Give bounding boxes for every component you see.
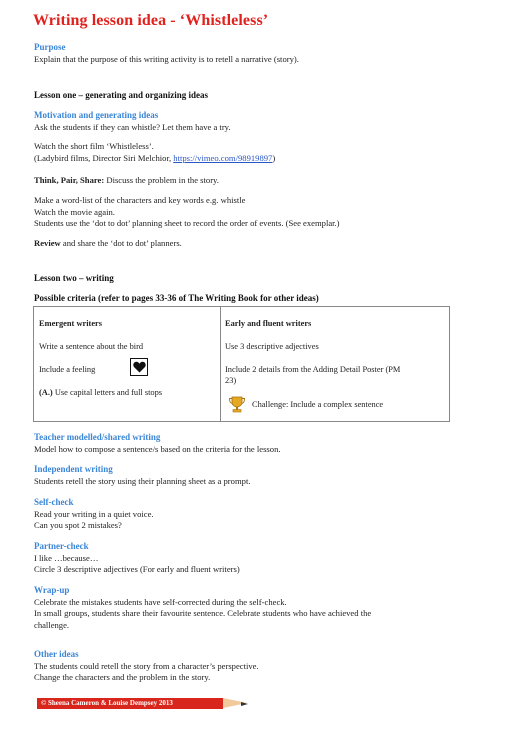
criteria-table xyxy=(33,306,450,422)
fluent-challenge: Challenge: Include a complex sentence xyxy=(252,400,384,409)
lesson-two-heading: Lesson two – writing xyxy=(34,273,114,283)
partner-section xyxy=(34,541,240,576)
vimeo-link[interactable]: https://vimeo.com/98919897 xyxy=(173,152,273,163)
step-item: Watch the movie again. xyxy=(34,206,115,217)
independent-heading: Independent writing xyxy=(34,464,113,474)
steps-list xyxy=(34,195,340,230)
motivation-section xyxy=(34,110,231,133)
film-credit xyxy=(34,153,275,165)
emergent-item: Write a sentence about the bird xyxy=(39,342,144,351)
independent-section xyxy=(34,464,250,487)
teacher-text: Model how to compose a sentence/s based on the criteria for the lesson. xyxy=(34,443,281,454)
purpose-text: Explain that the purpose of this writing activity is to retell a narrative (story). xyxy=(34,53,299,64)
credit-suffix: ) xyxy=(272,152,276,163)
fluent-item: Include 2 details from the Adding Detail Poster (PM xyxy=(225,365,401,374)
independent-text: Students retell the story using their planning sheet as a prompt. xyxy=(34,475,251,486)
selfcheck-section xyxy=(34,497,154,532)
purpose-section xyxy=(34,42,299,65)
wrapup-section xyxy=(34,585,371,631)
step-item: Students use the ‘dot to dot’ planning sheet to record the order of events. (See exemplar.) xyxy=(34,218,340,229)
wrapup-line: Celebrate the mistakes students have self-corrected during the self-check. xyxy=(34,596,287,607)
fluent-heading: Early and fluent writers xyxy=(225,319,312,328)
selfcheck-heading: Self-check xyxy=(34,497,74,507)
partner-line: Circle 3 descriptive adjectives (For early and fluent writers) xyxy=(34,564,240,575)
footer-pencil-banner xyxy=(37,698,227,710)
selfcheck-line: Can you spot 2 mistakes? xyxy=(34,520,122,531)
emergent-cell xyxy=(34,307,221,422)
other-ideas-section xyxy=(34,649,259,684)
review-label: Review xyxy=(34,238,61,248)
heart-icon-graphic xyxy=(133,361,146,373)
copyright-text: © Sheena Cameron & Louise Dempsey 2013 xyxy=(37,698,223,709)
emergent-item-prefix: (A.) xyxy=(39,388,53,397)
trophy-icon-graphic xyxy=(228,395,246,413)
think-pair-share xyxy=(34,175,219,187)
page-title: Writing lesson idea - ‘Whistleless’ xyxy=(33,12,269,29)
credit-prefix: (Ladybird films, Director Siri Melchior, xyxy=(34,152,172,163)
fluent-cell xyxy=(221,307,450,422)
heart-icon xyxy=(130,358,148,376)
tps-label: Think, Pair, Share: xyxy=(34,175,105,185)
wrapup-line: In small groups, students share their favourite sentence. Celebrate students who have achieved the xyxy=(34,608,372,619)
motivation-text: Ask the students if they can whistle? Let them have a try. xyxy=(34,121,231,132)
emergent-heading: Emergent writers xyxy=(39,319,103,328)
partner-heading: Partner-check xyxy=(34,541,89,551)
other-ideas-heading: Other ideas xyxy=(34,649,79,659)
motivation-heading: Motivation and generating ideas xyxy=(34,110,159,120)
watch-section xyxy=(34,141,275,164)
review-text: and share the ‘dot to dot’ planners. xyxy=(62,238,182,248)
teacher-heading: Teacher modelled/shared writing xyxy=(34,432,161,442)
fluent-item: 23) xyxy=(225,376,237,385)
wrapup-heading: Wrap-up xyxy=(34,585,70,595)
other-ideas-line: Change the characters and the problem in the story. xyxy=(34,672,211,683)
purpose-heading: Purpose xyxy=(34,42,66,52)
teacher-section xyxy=(34,432,281,455)
wrapup-line: challenge. xyxy=(34,619,70,630)
trophy-icon xyxy=(228,395,246,413)
selfcheck-line: Read your writing in a quiet voice. xyxy=(34,508,154,519)
criteria-heading: Possible criteria (refer to pages 33-36 of The Writing Book for other ideas) xyxy=(34,293,319,303)
fluent-item: Use 3 descriptive adjectives xyxy=(225,342,319,351)
pencil-lead-icon xyxy=(241,702,248,706)
other-ideas-line: The students could retell the story from a character’s perspective. xyxy=(34,660,259,671)
lesson-one-heading: Lesson one – generating and organizing ideas xyxy=(34,90,209,100)
step-item: Make a word-list of the characters and key words e.g. whistle xyxy=(34,195,246,205)
review-line xyxy=(34,238,182,250)
emergent-item: Include a feeling xyxy=(39,365,96,374)
tps-text: Discuss the problem in the story. xyxy=(106,175,219,185)
watch-line: Watch the short film ‘Whistleless’. xyxy=(34,141,154,151)
emergent-item xyxy=(39,388,162,397)
partner-line: I like …because… xyxy=(34,552,99,563)
emergent-item-text: Use capital letters and full stops xyxy=(54,388,163,397)
